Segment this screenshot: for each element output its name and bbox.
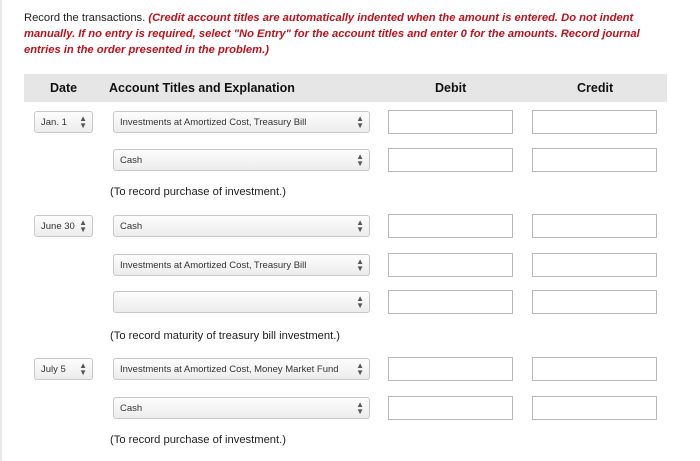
account-value: Investments at Amortized Cost, Treasury Bill bbox=[120, 260, 307, 271]
header-debit: Debit bbox=[435, 81, 467, 95]
credit-input[interactable] bbox=[532, 396, 657, 420]
entry-explanation: (To record purchase of investment.) bbox=[110, 434, 286, 446]
debit-input[interactable] bbox=[388, 214, 513, 238]
debit-input[interactable] bbox=[388, 110, 513, 134]
up-down-chevron-icon: ▲ ▼ bbox=[356, 294, 364, 310]
account-value: Cash bbox=[120, 221, 143, 232]
credit-input[interactable] bbox=[532, 110, 657, 134]
date-value: Jan. 1 bbox=[41, 117, 67, 128]
account-select[interactable] bbox=[113, 397, 370, 419]
debit-input[interactable] bbox=[388, 396, 513, 420]
account-select[interactable] bbox=[113, 215, 370, 237]
table-header bbox=[24, 74, 667, 102]
debit-input[interactable] bbox=[388, 290, 513, 314]
header-account: Account Titles and Explanation bbox=[109, 81, 295, 95]
date-value: June 30 bbox=[41, 221, 75, 232]
account-select[interactable] bbox=[113, 254, 370, 276]
date-select[interactable] bbox=[34, 215, 93, 237]
credit-input[interactable] bbox=[532, 357, 657, 381]
up-down-chevron-icon: ▲ ▼ bbox=[79, 218, 87, 234]
account-select[interactable] bbox=[113, 111, 370, 133]
instructions-emphasis: (Credit account titles are automatically indented when the amount is entered. Do not indent manually. If no entry is required, select "No Entry" for the account titles and enter 0 for the amounts. Record journal entries in the order presented in the problem.) bbox=[24, 12, 640, 56]
up-down-chevron-icon: ▲ ▼ bbox=[356, 400, 364, 416]
credit-input[interactable] bbox=[532, 253, 657, 277]
up-down-chevron-icon: ▲ ▼ bbox=[79, 361, 87, 377]
entry-explanation: (To record purchase of investment.) bbox=[110, 186, 286, 198]
account-select[interactable] bbox=[113, 291, 370, 313]
header-date: Date bbox=[50, 81, 78, 95]
entry-explanation: (To record maturity of treasury bill investment.) bbox=[110, 330, 341, 342]
up-down-chevron-icon: ▲ ▼ bbox=[356, 218, 364, 234]
header-credit: Credit bbox=[577, 81, 614, 95]
credit-input[interactable] bbox=[532, 290, 657, 314]
debit-input[interactable] bbox=[388, 148, 513, 172]
credit-input[interactable] bbox=[532, 148, 657, 172]
account-select[interactable] bbox=[113, 149, 370, 171]
account-value: Cash bbox=[120, 155, 143, 166]
instructions-lead: Record the transactions. bbox=[24, 12, 146, 24]
up-down-chevron-icon: ▲ ▼ bbox=[356, 257, 364, 273]
account-value: Investments at Amortized Cost, Money Market Fund bbox=[120, 364, 339, 375]
up-down-chevron-icon: ▲ ▼ bbox=[356, 114, 364, 130]
account-value: Investments at Amortized Cost, Treasury Bill bbox=[120, 117, 307, 128]
instructions bbox=[24, 10, 674, 58]
date-select[interactable] bbox=[34, 358, 93, 380]
debit-input[interactable] bbox=[388, 253, 513, 277]
up-down-chevron-icon: ▲ ▼ bbox=[356, 361, 364, 377]
date-value: July 5 bbox=[41, 364, 66, 375]
up-down-chevron-icon: ▲ ▼ bbox=[79, 114, 87, 130]
account-value: Cash bbox=[120, 403, 143, 414]
up-down-chevron-icon: ▲ ▼ bbox=[356, 152, 364, 168]
date-select[interactable] bbox=[34, 111, 93, 133]
page-border bbox=[0, 0, 2, 461]
account-select[interactable] bbox=[113, 358, 370, 380]
debit-input[interactable] bbox=[388, 357, 513, 381]
credit-input[interactable] bbox=[532, 214, 657, 238]
